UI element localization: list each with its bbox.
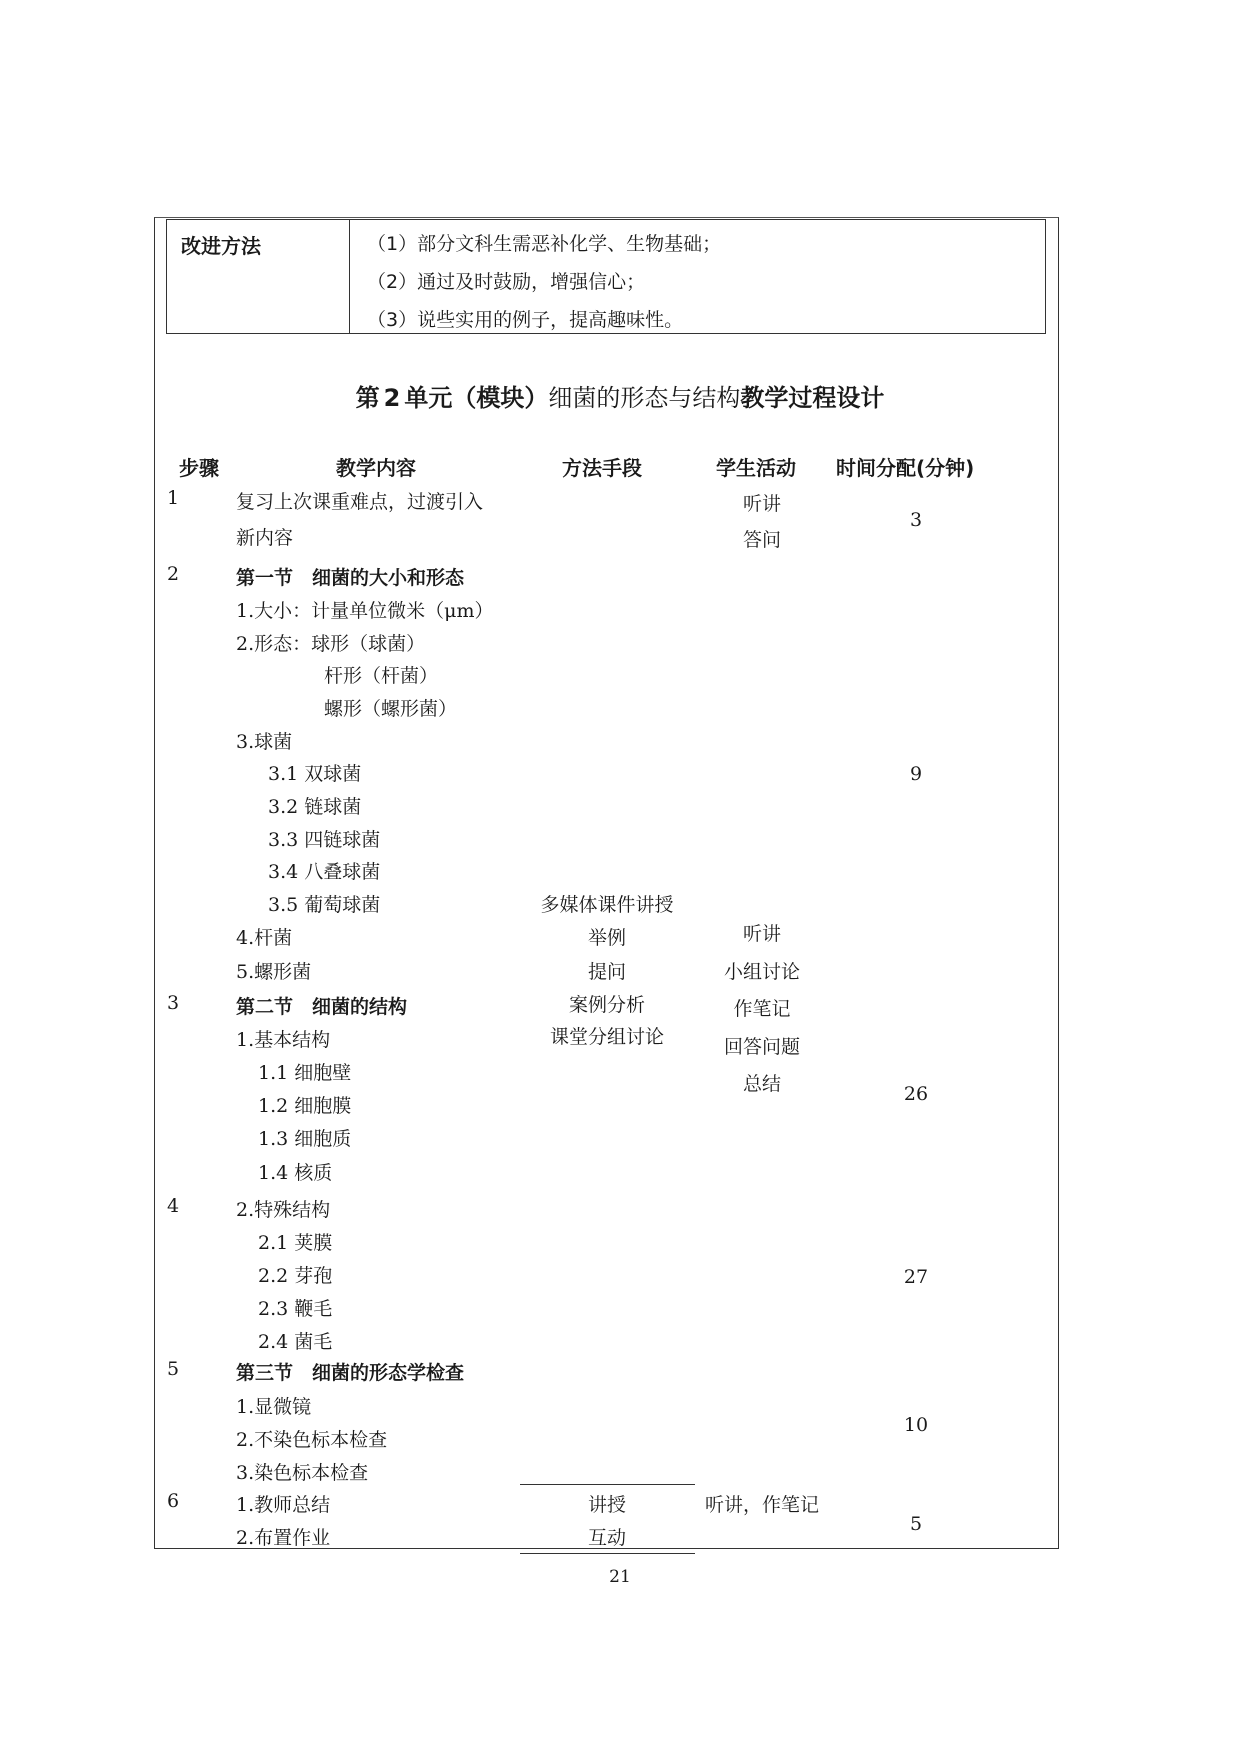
content-line: 1.显微镜 bbox=[236, 1396, 312, 1418]
time-value: 9 bbox=[909, 763, 923, 785]
content-line: 2.不染色标本检查 bbox=[236, 1429, 388, 1451]
content-line: 4.杆菌 bbox=[236, 927, 293, 949]
method-rule-top bbox=[520, 1484, 695, 1485]
step-6: 6 bbox=[167, 1490, 180, 1512]
content-line: 3.3 四链球菌 bbox=[268, 829, 381, 851]
unit-title bbox=[0, 378, 1240, 413]
section-heading: 第三节 细菌的形态学检查 bbox=[236, 1362, 465, 1384]
content-line: 1.4 核质 bbox=[258, 1162, 333, 1184]
activity-item: 听讲 bbox=[742, 493, 782, 515]
step-3: 3 bbox=[167, 992, 180, 1014]
content-line: 3.2 链球菌 bbox=[268, 796, 362, 818]
activity-item: 听讲，作笔记 bbox=[704, 1494, 820, 1516]
content-line: 2.1 荚膜 bbox=[258, 1232, 333, 1254]
time-value: 3 bbox=[909, 509, 923, 531]
header-method: 方法手段 bbox=[562, 456, 642, 480]
improvement-line-1: （1）部分文科生需恶补化学、生物基础； bbox=[367, 233, 722, 255]
improvement-line-2: （2）通过及时鼓励，增强信心； bbox=[367, 271, 646, 293]
method-item: 多媒体课件讲授 bbox=[540, 894, 674, 916]
header-activity: 学生活动 bbox=[716, 456, 796, 480]
improvement-box bbox=[166, 219, 1046, 334]
section-heading: 第一节 细菌的大小和形态 bbox=[236, 567, 465, 589]
method-item: 互动 bbox=[587, 1527, 627, 1549]
method-rule-bottom bbox=[520, 1553, 695, 1554]
activity-item: 答问 bbox=[742, 529, 782, 551]
method-item: 讲授 bbox=[587, 1494, 627, 1516]
section-heading: 第二节 细菌的结构 bbox=[236, 996, 408, 1018]
method-item: 课堂分组讨论 bbox=[549, 1026, 665, 1048]
activity-item: 回答问题 bbox=[723, 1036, 801, 1058]
content-line: 杆形（杆菌） bbox=[324, 665, 439, 687]
content-line: 3.4 八叠球菌 bbox=[268, 861, 381, 883]
title-num: 2 bbox=[383, 384, 401, 412]
time-value: 10 bbox=[903, 1414, 929, 1436]
content-line: 1.基本结构 bbox=[236, 1029, 331, 1051]
title-prefix: 第 bbox=[355, 384, 380, 412]
improvement-label: 改进方法 bbox=[181, 234, 261, 258]
method-item: 举例 bbox=[587, 927, 627, 949]
step-1: 1 bbox=[167, 487, 180, 509]
step-5: 5 bbox=[167, 1358, 180, 1380]
content-line: 1.教师总结 bbox=[236, 1494, 331, 1516]
content-line: 1.2 细胞膜 bbox=[258, 1095, 352, 1117]
content-line: 复习上次课重难点，过渡引入 bbox=[236, 491, 484, 513]
content-line: 3.1 双球菌 bbox=[268, 763, 362, 785]
improvement-line-3: （3）说些实用的例子，提高趣味性。 bbox=[367, 309, 684, 331]
header-content: 教学内容 bbox=[336, 456, 416, 480]
content-line: 3.5 葡萄球菌 bbox=[268, 894, 381, 916]
header-time: 时间分配(分钟) bbox=[836, 456, 975, 480]
content-line: 2.特殊结构 bbox=[236, 1199, 331, 1221]
content-line: 螺形（螺形菌） bbox=[324, 698, 458, 720]
title-suffix: 教学过程设计 bbox=[740, 384, 885, 412]
content-line: 5.螺形菌 bbox=[236, 961, 312, 983]
content-line: 2.4 菌毛 bbox=[258, 1331, 333, 1353]
content-line: 1.大小：计量单位微米（μm） bbox=[236, 600, 494, 622]
activity-item: 总结 bbox=[742, 1073, 782, 1095]
time-value: 5 bbox=[909, 1513, 923, 1535]
method-item: 提问 bbox=[587, 961, 627, 983]
step-4: 4 bbox=[167, 1195, 180, 1217]
content-line: 新内容 bbox=[236, 527, 294, 549]
page-number: 21 bbox=[609, 1567, 631, 1587]
content-line: 3.球菌 bbox=[236, 731, 293, 753]
method-item: 案例分析 bbox=[568, 994, 646, 1016]
title-unit: 单元（模块） bbox=[404, 384, 549, 412]
activity-item: 听讲 bbox=[742, 923, 782, 945]
content-line: 2.布置作业 bbox=[236, 1527, 331, 1549]
content-line: 2.3 鞭毛 bbox=[258, 1298, 333, 1320]
activity-item: 作笔记 bbox=[733, 998, 791, 1020]
activity-item: 小组讨论 bbox=[723, 961, 801, 983]
content-line: 1.3 细胞质 bbox=[258, 1128, 352, 1150]
step-2: 2 bbox=[167, 563, 180, 585]
improvement-divider bbox=[349, 220, 350, 333]
content-line: 3.染色标本检查 bbox=[236, 1462, 369, 1484]
header-step: 步骤 bbox=[179, 456, 219, 480]
content-line: 2.2 芽孢 bbox=[258, 1265, 333, 1287]
time-value: 26 bbox=[903, 1083, 929, 1105]
title-topic: 细菌的形态与结构 bbox=[548, 384, 741, 412]
content-line: 1.1 细胞壁 bbox=[258, 1062, 352, 1084]
time-value: 27 bbox=[903, 1266, 929, 1288]
content-line: 2.形态：球形（球菌） bbox=[236, 633, 426, 655]
